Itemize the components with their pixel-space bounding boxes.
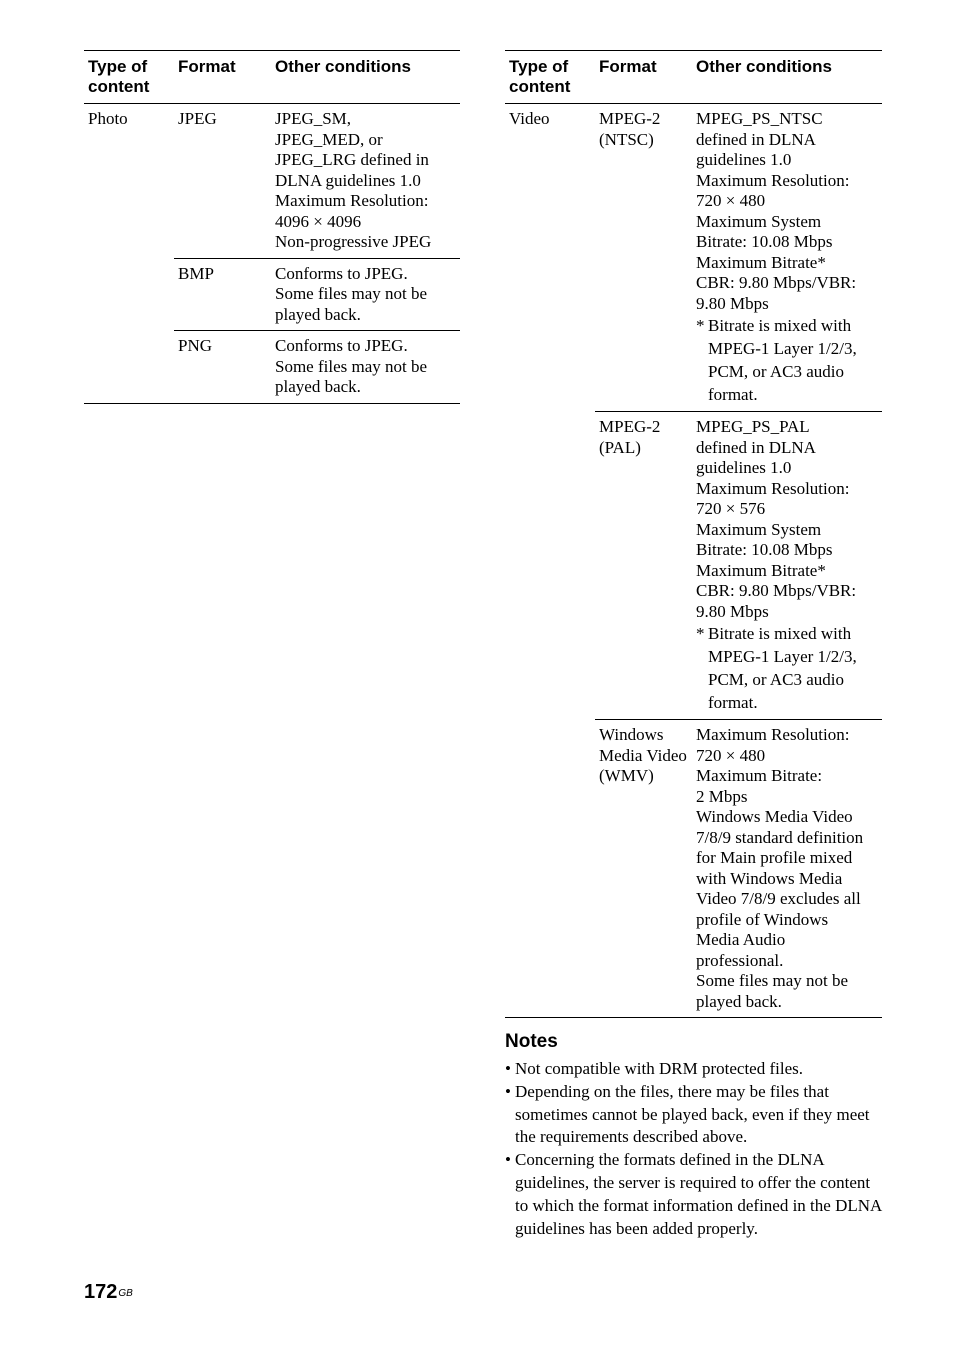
condition-line: Some files may not be — [275, 356, 428, 376]
conditions-cell — [692, 104, 882, 412]
photo-table-body — [84, 104, 460, 404]
content-type-cell: Video — [505, 104, 595, 1018]
conditions-cell — [271, 331, 460, 404]
condition-line: Maximum Bitrate* — [696, 252, 826, 272]
conditions-cell — [271, 258, 460, 331]
content-type-cell: Photo — [84, 104, 174, 404]
header-type-of-content: Type of content — [505, 51, 595, 104]
condition-line: Conforms to JPEG. — [275, 263, 408, 283]
condition-line: Bitrate: 10.08 Mbps — [696, 232, 833, 251]
header-format: Format — [595, 51, 692, 104]
conditions-cell — [271, 104, 460, 259]
condition-line: guidelines 1.0 — [696, 458, 792, 477]
condition-line: guidelines 1.0 — [696, 150, 792, 169]
condition-line: JPEG_MED, or — [275, 129, 383, 149]
condition-line: Maximum Resolution: — [696, 725, 850, 744]
condition-line: Bitrate: 10.08 Mbps — [696, 540, 833, 559]
condition-line: MPEG_PS_PAL — [696, 417, 810, 436]
condition-line: defined in DLNA — [696, 437, 816, 457]
header-type-of-content: Type of content — [84, 51, 174, 104]
condition-line: Video 7/8/9 excludes all — [696, 889, 861, 908]
note-item — [505, 1081, 885, 1149]
conditions-cell — [692, 412, 882, 720]
header-format: Format — [174, 51, 271, 104]
condition-line: 9.80 Mbps — [696, 601, 769, 621]
condition-line: CBR: 9.80 Mbps/VBR: — [696, 581, 857, 600]
condition-line: Windows Media Video — [696, 807, 853, 826]
notes-title: Notes — [505, 1031, 558, 1052]
page-number-value: 172 — [84, 1281, 118, 1303]
condition-line: for Main profile mixed — [696, 848, 853, 867]
footnote-asterisk: * — [696, 624, 705, 643]
condition-line: Maximum System — [696, 211, 822, 231]
footnote-text: Bitrate is mixed with MPEG-1 Layer 1/2/3, PCM, or AC3 audio format. — [708, 624, 857, 712]
note-text: Not compatible with DRM protected files. — [515, 1059, 803, 1078]
condition-line: 9.80 Mbps — [696, 293, 769, 313]
condition-line: profile of Windows — [696, 909, 829, 929]
condition-line: Maximum Resolution: — [696, 170, 850, 190]
condition-line: 720 × 576 — [696, 499, 766, 518]
condition-line: Maximum System — [696, 519, 822, 539]
condition-line: played back. — [275, 304, 361, 324]
condition-line: DLNA guidelines 1.0 — [275, 170, 421, 190]
condition-line: 720 × 480 — [696, 745, 766, 765]
format-cell: MPEG-2 (NTSC) — [595, 104, 692, 412]
conditions-cell — [692, 720, 882, 1018]
condition-line: Maximum Bitrate* — [696, 560, 826, 580]
condition-line: JPEG_SM, — [275, 109, 352, 128]
bullet-icon: • — [505, 1081, 511, 1101]
format-cell: JPEG — [174, 104, 271, 259]
notes-list — [505, 1058, 885, 1240]
bullet-icon: • — [505, 1059, 511, 1078]
format-cell: BMP — [174, 258, 271, 331]
condition-line: played back. — [696, 991, 782, 1011]
footnote-asterisk: * — [696, 316, 705, 335]
header-other-conditions: Other conditions — [271, 51, 460, 104]
table-row — [84, 104, 460, 259]
note-text: Concerning the formats defined in the DLNA guidelines, the server is required to offer the content to which the format information defined in the DLNA guidelines has been added properly. — [515, 1150, 882, 1238]
condition-line: 720 × 480 — [696, 191, 766, 210]
condition-line: played back. — [275, 377, 361, 396]
header-other-conditions: Other conditions — [692, 51, 882, 104]
condition-line: Conforms to JPEG. — [275, 336, 408, 355]
note-item — [505, 1149, 885, 1240]
condition-footnote — [696, 314, 878, 406]
condition-line: Some files may not be — [275, 284, 428, 303]
video-format-table — [505, 50, 882, 1018]
format-cell: PNG — [174, 331, 271, 404]
condition-line: 2 Mbps — [696, 786, 748, 806]
condition-footnote — [696, 622, 878, 714]
table-header-row — [505, 51, 882, 104]
format-cell: Windows Media Video (WMV) — [595, 720, 692, 1018]
photo-format-table — [84, 50, 460, 404]
table-header-row — [84, 51, 460, 104]
condition-line: MPEG_PS_NTSC — [696, 109, 823, 128]
video-table-body — [505, 104, 882, 1018]
page-number — [84, 1280, 133, 1304]
condition-line: defined in DLNA — [696, 129, 816, 149]
note-text: Depending on the files, there may be files that sometimes cannot be played back, even if they meet the requirements described above. — [515, 1081, 870, 1147]
footnote-text: Bitrate is mixed with MPEG-1 Layer 1/2/3, PCM, or AC3 audio format. — [708, 316, 857, 404]
condition-line: JPEG_LRG defined in — [275, 150, 429, 169]
condition-line: Non-progressive JPEG — [275, 232, 432, 251]
condition-line: 7/8/9 standard definition — [696, 827, 864, 847]
notes-section — [505, 1030, 885, 1240]
condition-line: Maximum Bitrate: — [696, 766, 823, 785]
table-row — [505, 104, 882, 412]
condition-line: professional. — [696, 950, 784, 970]
condition-line: Some files may not be — [696, 971, 849, 990]
condition-line: 4096 × 4096 — [275, 211, 362, 231]
condition-line: Media Audio — [696, 930, 786, 949]
condition-line: with Windows Media — [696, 868, 843, 888]
condition-line: Maximum Resolution: — [696, 478, 850, 498]
condition-line: Maximum Resolution: — [275, 191, 429, 210]
condition-line: CBR: 9.80 Mbps/VBR: — [696, 273, 857, 292]
format-cell: MPEG-2 (PAL) — [595, 412, 692, 720]
bullet-icon: • — [505, 1150, 511, 1170]
page-region-suffix: GB — [118, 1288, 133, 1299]
note-item — [505, 1058, 885, 1081]
